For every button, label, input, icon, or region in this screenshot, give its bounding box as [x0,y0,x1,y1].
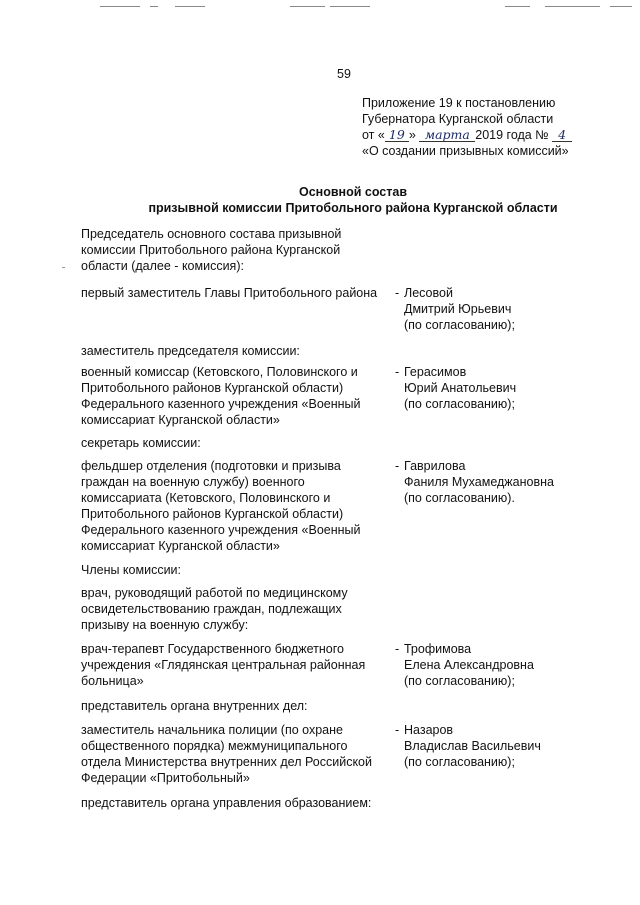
person-note: (по согласованию); [404,397,515,411]
person-surname: Гаврилова [404,459,466,473]
handwritten-number: 4 [552,129,572,142]
position-line: общественного порядка) межмуниципального [81,739,348,753]
date-mid: » [408,128,416,142]
position-line: врач-терапевт Государственного бюджетного [81,642,345,656]
chair-line: Председатель основного состава призывной [81,227,342,241]
person-note: (по согласованию); [404,755,515,769]
person-name: Юрий Анатольевич [404,381,517,395]
position-line: первый заместитель Главы Притобольного района [81,286,378,300]
section-header: освидетельствованию граждан, подлежащих [81,602,342,616]
person-surname: Трофимова [404,642,472,656]
person-note: (по согласованию); [404,318,515,332]
person-surname: Лесовой [404,286,453,300]
appendix-line: «О создании призывных комиссий» [362,144,569,158]
position-line: Федерального казенного учреждения «Военный [81,397,361,411]
person-note: (по согласованию). [404,491,515,505]
page-number: 59 [337,67,351,81]
scan-artifact-top [0,6,640,8]
position-line: учреждения «Глядянская центральная районная [81,658,366,672]
position-line: заместитель начальника полиции (по охране [81,723,343,737]
section-header: заместитель председателя комиссии: [81,344,300,358]
position-line: Федерального казенного учреждения «Военный [81,523,361,537]
person-name: Дмитрий Юрьевич [404,302,512,316]
person-surname: Назаров [404,723,454,737]
position-line: комиссариата (Кетовского, Половинского и [81,491,331,505]
position-line: отдела Министерства внутренних дел Российской [81,755,372,769]
chair-line: области (далее - комиссия): [81,259,244,273]
section-header: Члены комиссии: [81,563,182,577]
title-line: призывной комиссии Притобольного района Курганской области [148,201,558,215]
person-name: Фаниля Мухамеджановна [404,475,554,489]
document-title [140,184,566,216]
position-line: больница» [81,674,144,688]
position-line: Притобольного районов Курганской области) [81,381,344,395]
section-header: представитель органа внутренних дел: [81,699,308,713]
scan-dot [62,267,65,268]
position-line: военный комиссар (Кетовского, Половинского и [81,365,358,379]
position-line: Федерации «Притобольный» [81,771,250,785]
appendix-date-line [362,127,572,143]
appendix-line: Губернатора Курганской области [362,112,554,126]
position-line: граждан на военную службу) военного [81,475,305,489]
appendix-line: Приложение 19 к постановлению [362,96,556,110]
section-header: призыву на военную службу: [81,618,249,632]
title-line: Основной состав [298,185,408,199]
date-prefix: от « [362,128,385,142]
person-name: Владислав Васильевич [404,739,541,753]
appendix-block [362,95,572,159]
person-name: Елена Александровна [404,658,534,672]
position-line: фельдшер отделения (подготовки и призыва [81,459,341,473]
section-header: представитель органа управления образованием: [81,796,372,810]
person-surname: Герасимов [404,365,467,379]
handwritten-month: марта [419,129,475,142]
chair-line: комиссии Притобольного района Курганской [81,243,341,257]
position-line: Притобольного районов Курганской области) [81,507,344,521]
position-line: комиссариат Курганской области» [81,413,280,427]
position-line: комиссариат Курганской области» [81,539,280,553]
section-header: секретарь комиссии: [81,436,201,450]
date-suffix: 2019 года № [475,128,549,142]
section-header: врач, руководящий работой по медицинскому [81,586,348,600]
person-note: (по согласованию); [404,674,515,688]
handwritten-day: 19 [385,129,409,142]
